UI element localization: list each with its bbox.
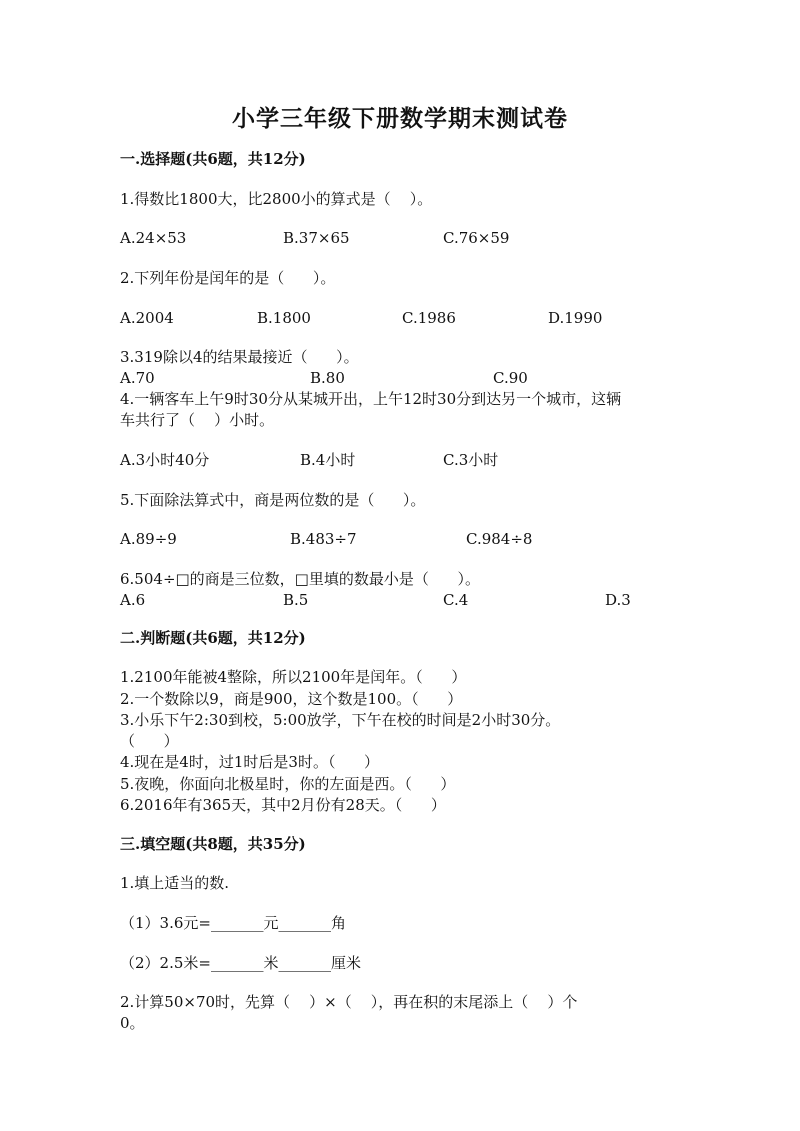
fill-q1-stem: 1.填上适当的数. xyxy=(120,874,230,892)
q2-option-d: D.1990 xyxy=(548,309,603,327)
q6-option-a: A.6 xyxy=(120,591,146,609)
q6-option-c: C.4 xyxy=(443,591,469,609)
q4-stem-line1: 4.一辆客车上午9时30分从某城开出，上午12时30分到达另一个城市，这辆 xyxy=(120,390,622,408)
judge-item: 1.2100年能被4整除，所以2100年是闰年。（ ） xyxy=(120,668,467,686)
q3-option-a: A.70 xyxy=(120,369,155,387)
fill-q1-part1: （1）3.6元=_______元_______角 xyxy=(120,914,346,932)
q2-stem: 2.下列年份是闰年的是（ ）。 xyxy=(120,269,336,287)
q1-stem: 1.得数比1800大，比2800小的算式是（ ）。 xyxy=(120,190,433,208)
page-title: 小学三年级下册数学期末测试卷 xyxy=(232,105,568,132)
section1-heading: 一.选择题(共6题，共12分) xyxy=(120,150,306,168)
section3-heading: 三.填空题(共8题，共35分) xyxy=(120,835,306,853)
q6-option-b: B.5 xyxy=(283,591,309,609)
q2-option-b: B.1800 xyxy=(257,309,311,327)
q4-stem-line2: 车共行了（ ）小时。 xyxy=(120,411,275,429)
section2-heading: 二.判断题(共6题，共12分) xyxy=(120,629,306,647)
q1-option-b: B.37×65 xyxy=(283,229,350,247)
judge-item: 4.现在是4时，过1时后是3时。（ ） xyxy=(120,753,380,771)
q2-option-c: C.1986 xyxy=(402,309,456,327)
q4-option-b: B.4小时 xyxy=(300,451,356,469)
fill-q2-stem-line2: 0。 xyxy=(120,1014,145,1032)
q6-stem: 6.504÷□的商是三位数，□里填的数最小是（ ）。 xyxy=(120,570,480,588)
fill-q2-stem-line1: 2.计算50×70时，先算（ ）×（ ），再在积的末尾添上（ ）个 xyxy=(120,993,578,1011)
judge-item-continuation: （ ） xyxy=(120,732,179,750)
q5-option-c: C.984÷8 xyxy=(466,530,533,548)
q3-option-c: C.90 xyxy=(493,369,528,387)
q6-option-d: D.3 xyxy=(605,591,631,609)
q1-option-a: A.24×53 xyxy=(120,229,187,247)
q2-option-a: A.2004 xyxy=(120,309,174,327)
judge-item: 5.夜晚，你面向北极星时，你的左面是西。（ ） xyxy=(120,775,456,793)
q3-option-b: B.80 xyxy=(310,369,345,387)
fill-q1-part2: （2）2.5米=_______米_______厘米 xyxy=(120,954,361,972)
q4-option-a: A.3小时40分 xyxy=(120,451,210,469)
q4-option-c: C.3小时 xyxy=(443,451,499,469)
judge-item: 2.一个数除以9，商是900，这个数是100。（ ） xyxy=(120,690,463,708)
q5-stem: 5.下面除法算式中，商是两位数的是（ ）。 xyxy=(120,491,426,509)
q5-option-a: A.89÷9 xyxy=(120,530,177,548)
q5-option-b: B.483÷7 xyxy=(290,530,357,548)
judge-item: 3.小乐下午2:30到校，5:00放学，下午在校的时间是2小时30分。 xyxy=(120,711,561,729)
q3-stem: 3.319除以4的结果最接近（ ）。 xyxy=(120,348,359,366)
q1-option-c: C.76×59 xyxy=(443,229,510,247)
judge-item: 6.2016年有365天，其中2月份有28天。（ ） xyxy=(120,796,446,814)
